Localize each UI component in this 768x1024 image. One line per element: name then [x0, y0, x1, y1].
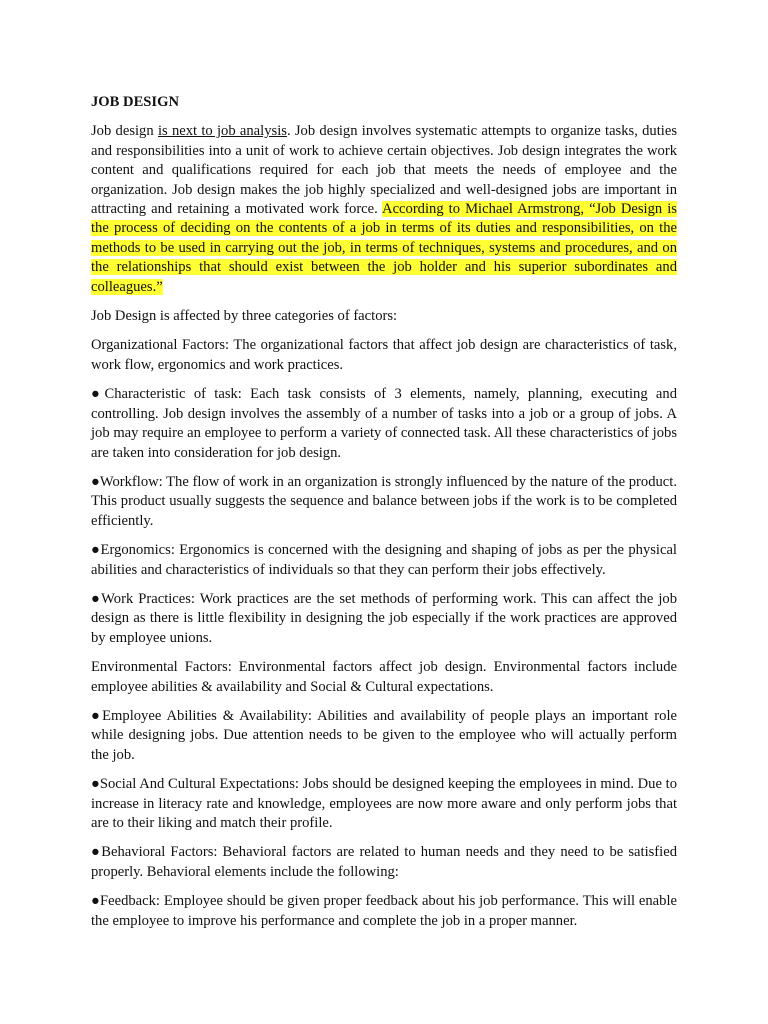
bullet-employee-abilities: ●Employee Abilities & Availability: Abilities and availability of people plays an important role while designing jobs. Due attention needs to be given to the employee who will actually perform the job. — [91, 707, 677, 763]
bullet-behavioral-factors: ●Behavioral Factors: Behavioral factors are related to human needs and they need to be satisfied properly. Behavioral elements include the following: — [91, 844, 677, 880]
bullet-characteristic-of-task: ●Characteristic of task: Each task consists of 3 elements, namely, planning, executing and controlling. Job design involves the assembly of a number of tasks into a job or a group of jobs. A job may require an employee to perform a variety of connected task. All these characteristics of jobs are taken into consideration for job design. — [91, 386, 677, 461]
highlighted-quote: According to Michael Armstrong, “Job Design is the process of deciding on the contents of a job in terms of its duties and responsibilities, on the methods to be used in carrying out the job, in terms of techniques, systems and procedures, and on the relationships that should exist between the job holder and his superior subordinates and colleagues.” — [91, 201, 677, 295]
intro-body-text: . Job design involves systematic attempts to organize tasks, duties and responsibilities into a unit of work to achieve certain objectives. Job design integrates the work content and qualifications required for each job that meets the needs of employee and the organization. Job design makes the job highly specialized and well-designed jobs are important in attracting and retaining a motivated work force. — [91, 123, 677, 218]
paragraph-environmental-factors: Environmental Factors: Environmental factors affect job design. Environmental factors include employee abilities & availability and Social & Cultural expectations. — [91, 659, 677, 695]
bullet-workflow: ●Workflow: The flow of work in an organization is strongly influenced by the nature of the product. This product usually suggests the sequence and balance between jobs if the work is to be completed efficiently. — [91, 473, 677, 529]
intro-paragraph — [91, 122, 677, 297]
paragraph-factors-intro: Job Design is affected by three categories of factors: — [91, 308, 398, 325]
intro-lead-text: Job design — [91, 123, 158, 140]
page-title: JOB DESIGN — [91, 94, 179, 110]
bullet-feedback: ●Feedback: Employee should be given proper feedback about his job performance. This will enable the employee to improve his performance and complete the job in a proper manner. — [91, 893, 677, 929]
paragraph-organizational-factors: Organizational Factors: The organizational factors that affect job design are characteristics of task, work flow, ergonomics and work practices. — [91, 337, 677, 373]
bullet-ergonomics: ●Ergonomics: Ergonomics is concerned with the designing and shaping of jobs as per the physical abilities and characteristics of individuals so that they can perform their jobs effectively. — [91, 542, 677, 578]
bullet-work-practices: ●Work Practices: Work practices are the set methods of performing work. This can affect the job design as there is little flexibility in designing the job especially if the work practices are approved by employee unions. — [91, 590, 677, 646]
bullet-social-cultural: ●Social And Cultural Expectations: Jobs should be designed keeping the employees in mind. Due to increase in literacy rate and knowledge, employees are now more aware and only perform jobs that are to their liking and match their profile. — [91, 776, 677, 831]
underlined-phrase: is next to job analysis — [157, 123, 287, 140]
